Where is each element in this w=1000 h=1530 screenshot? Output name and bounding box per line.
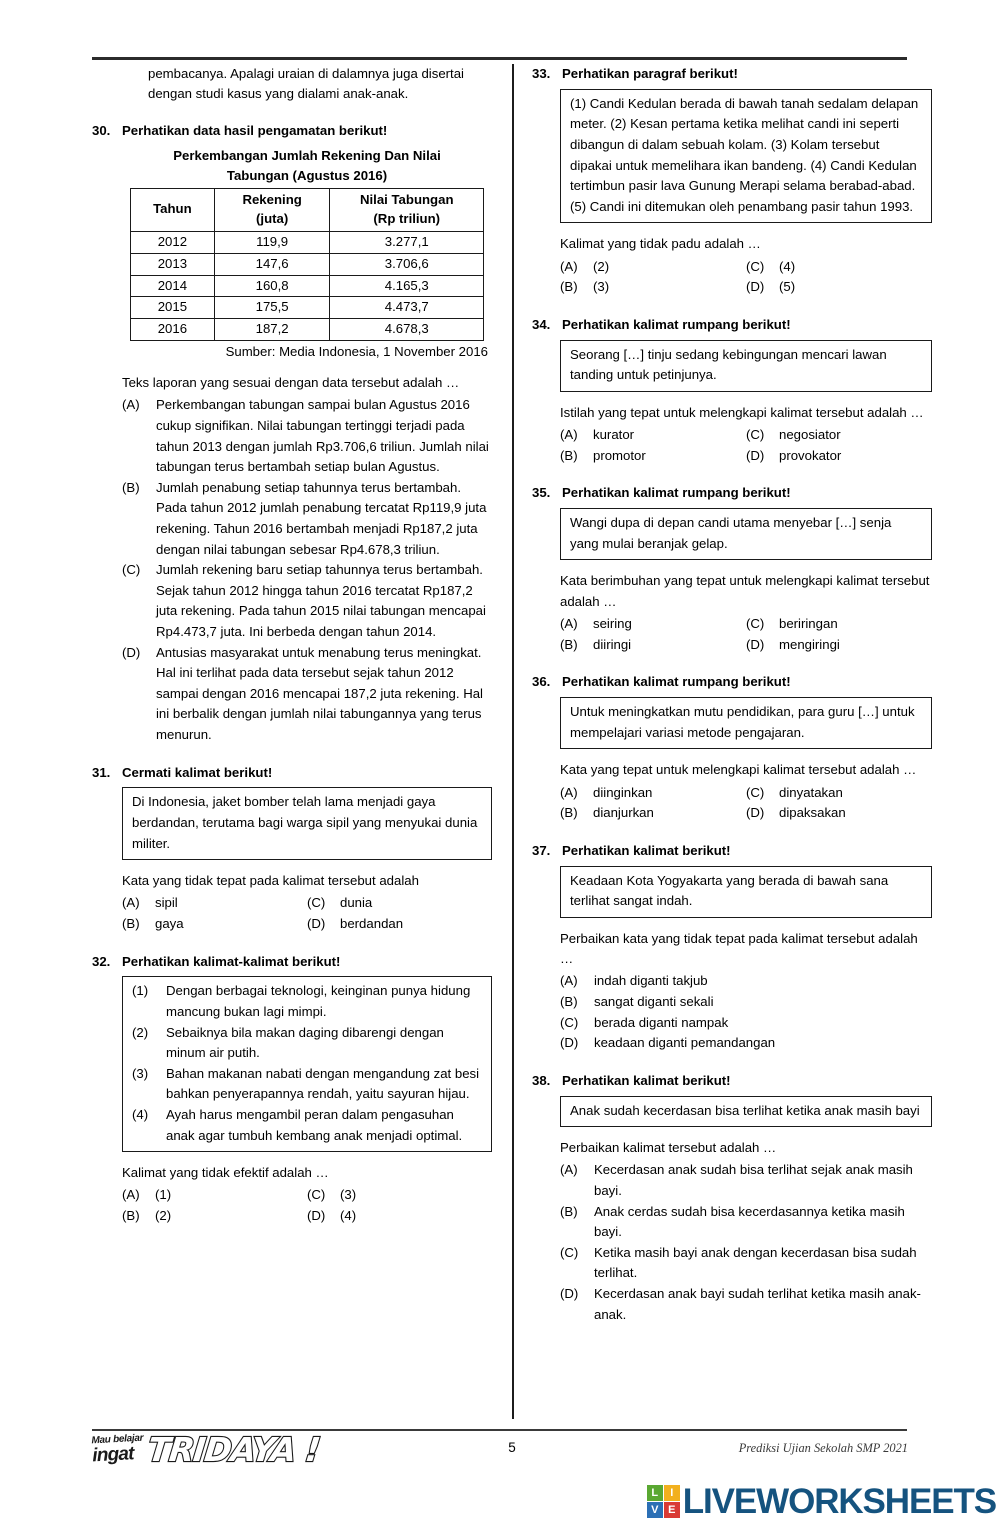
option-d[interactable] — [307, 914, 492, 935]
option-c-key: (C) — [307, 1187, 326, 1203]
tridaya-tagline-line1: Mau belajar — [91, 1432, 144, 1447]
question-30-number: 30. — [92, 123, 111, 139]
option-c-key: (C) — [746, 427, 765, 443]
cell-rekening: 187,2 — [214, 319, 330, 341]
question-36-heading — [532, 672, 932, 692]
question-36-options — [560, 783, 932, 824]
question-38-heading — [532, 1071, 932, 1091]
option-b-key: (B) — [560, 636, 578, 652]
option-c-text: berada diganti nampak — [594, 1014, 729, 1030]
question-33-options — [560, 257, 932, 298]
column-divider — [512, 64, 514, 1419]
question-36 — [532, 672, 932, 824]
cell-rekening: 147,6 — [214, 253, 330, 275]
option-d-key: (D) — [560, 1035, 579, 1051]
option-b[interactable] — [560, 992, 932, 1013]
question-31-stimulus-box — [122, 787, 492, 860]
option-b-key: (B) — [560, 1203, 578, 1219]
question-32-options — [122, 1185, 492, 1226]
option-a-key: (A) — [560, 973, 578, 989]
cell-tahun: 2013 — [131, 253, 215, 275]
option-d[interactable] — [560, 1033, 932, 1054]
question-33-title: Perhatikan paragraf berikut! — [562, 66, 738, 81]
tridaya-logo — [91, 1425, 322, 1473]
option-b[interactable] — [122, 914, 307, 935]
table-caption-line2: Tabungan (Agustus 2016) — [226, 167, 388, 183]
question-34-body — [532, 340, 932, 467]
header-rekening-line1: Rekening — [242, 191, 302, 207]
question-37-stimulus-text: Keadaan Kota Yogyakarta yang berada di bawah sana terlihat sangat indah. — [570, 872, 889, 909]
table-row — [131, 232, 484, 254]
option-d-key: (D) — [746, 279, 765, 295]
lws-tile-e: E — [664, 1502, 680, 1518]
table-header-rekening — [214, 188, 330, 231]
cell-nilai: 4.678,3 — [330, 319, 484, 341]
question-38-number: 38. — [532, 1072, 551, 1088]
question-38-options — [560, 1160, 932, 1325]
cell-nilai: 4.165,3 — [330, 275, 484, 297]
cell-nilai: 3.706,6 — [330, 253, 484, 275]
list-item-marker: (2) — [132, 1024, 149, 1040]
question-37 — [532, 841, 932, 1054]
option-c-key: (C) — [746, 258, 765, 274]
header-nilai-line2: (Rp triliun) — [373, 210, 441, 226]
question-37-title: Perhatikan kalimat berikut! — [562, 842, 731, 858]
cell-tahun: 2014 — [131, 275, 215, 297]
question-32-title: Perhatikan kalimat-kalimat berikut! — [122, 953, 341, 969]
continued-paragraph: pembacanya. Apalagi uraian di dalamnya juga disertai dengan studi kasus yang dialami anak-anak. — [148, 66, 464, 102]
liveworksheets-wordmark: LIVEWORKSHEETS — [682, 1482, 996, 1521]
question-36-number: 36. — [532, 674, 551, 690]
option-a-key: (A) — [560, 616, 578, 632]
option-a-key: (A) — [560, 258, 578, 274]
option-d-text: berdandan — [340, 916, 404, 932]
option-d-key: (D) — [746, 636, 765, 652]
option-a[interactable] — [560, 614, 746, 635]
option-d-key: (D) — [560, 1286, 579, 1301]
question-32 — [92, 952, 492, 1227]
question-37-prompt: Perbaikan kata yang tidak tepat pada kalimat tersebut adalah … — [560, 930, 918, 967]
option-a-text: kurator — [593, 427, 635, 443]
option-c-text: negosiator — [779, 427, 841, 443]
cell-nilai: 4.473,7 — [330, 297, 484, 319]
option-b-key: (B) — [560, 993, 578, 1009]
option-a[interactable] — [122, 893, 307, 914]
option-b[interactable] — [560, 1202, 932, 1243]
option-c[interactable] — [560, 1013, 932, 1034]
option-c[interactable] — [122, 560, 492, 642]
question-31 — [92, 763, 492, 935]
option-b-text: Anak cerdas sudah bisa kecerdasannya ketika masih bayi. — [594, 1203, 905, 1240]
option-a[interactable] — [560, 1160, 932, 1201]
option-c[interactable] — [560, 1243, 932, 1284]
cell-rekening: 119,9 — [214, 232, 330, 254]
option-c-text: dinyatakan — [779, 784, 843, 800]
option-a[interactable] — [560, 971, 932, 992]
question-30-body — [92, 146, 492, 745]
cell-rekening: 160,8 — [214, 275, 330, 297]
cell-rekening: 175,5 — [214, 297, 330, 319]
header-tahun-line1: Tahun — [153, 201, 192, 217]
question-30-title: Perhatikan data hasil pengamatan berikut! — [122, 123, 388, 139]
question-36-title: Perhatikan kalimat rumpang berikut! — [562, 674, 791, 690]
option-b[interactable] — [560, 277, 746, 298]
option-b[interactable] — [560, 446, 746, 467]
option-d-text: mengiringi — [779, 636, 840, 652]
table-row — [131, 319, 484, 341]
lws-tile-l: L — [647, 1485, 663, 1501]
question-35-heading — [532, 483, 932, 503]
right-column — [532, 64, 932, 1325]
question-34-options — [560, 425, 932, 466]
question-30-heading — [92, 121, 492, 141]
question-37-body — [532, 866, 932, 1054]
option-a[interactable] — [560, 783, 746, 804]
option-b-text: Jumlah penabung setiap tahunnya terus bertambah. Pada tahun 2012 jumlah penabung tercatat Rp119,9 juta rekening. Tahun 2016 bertambah menjadi Rp187,2 juta dengan nilai tabungan sebesar Rp4.678,3 triliun. — [156, 479, 487, 557]
question-35-options — [560, 614, 932, 655]
option-a-text: (2) — [593, 258, 610, 274]
option-c-key: (C) — [746, 784, 765, 800]
question-34-heading — [532, 315, 932, 335]
option-a-key: (A) — [122, 397, 140, 413]
question-34-prompt: Istilah yang tepat untuk melengkapi kalimat tersebut adalah … — [560, 404, 924, 420]
question-30-options — [122, 395, 492, 745]
question-32-heading — [92, 952, 492, 972]
list-item-text: Ayah harus mengambil peran dalam pengasuhan anak agar tumbuh kembang anak menjadi optimal. — [166, 1106, 463, 1143]
option-d[interactable] — [746, 803, 932, 824]
option-b[interactable] — [560, 803, 746, 824]
option-d-text: (5) — [779, 279, 796, 295]
list-item-text: Dengan berbagai teknologi, keinginan punya hidung mancung bukan lagi mimpi. — [166, 983, 471, 1019]
option-b[interactable] — [122, 1206, 307, 1227]
option-b-text: (3) — [593, 279, 610, 295]
option-b-text: diiringi — [593, 636, 632, 652]
option-d-text: Kecerdasan anak bayi sudah terlihat ketika masih anak-anak. — [594, 1286, 921, 1322]
footer-subject-label: Prediksi Ujian Sekolah SMP 2021 — [738, 1441, 908, 1455]
option-c-key: (C) — [746, 616, 765, 632]
question-36-body — [532, 697, 932, 824]
option-b-text: (2) — [155, 1208, 172, 1224]
option-b-text: sangat diganti sekali — [594, 993, 714, 1009]
option-c-text: Ketika masih bayi anak dengan kecerdasan bisa sudah terlihat. — [594, 1244, 917, 1281]
question-31-title: Cermati kalimat berikut! — [122, 764, 273, 780]
question-34-stimulus-box — [560, 340, 932, 392]
option-c[interactable] — [746, 783, 932, 804]
option-a[interactable] — [560, 257, 746, 278]
option-c[interactable] — [746, 425, 932, 446]
option-d[interactable] — [746, 277, 932, 298]
option-c[interactable] — [307, 893, 492, 914]
header-rule — [92, 57, 907, 60]
option-c[interactable] — [746, 257, 932, 278]
cell-tahun: 2012 — [131, 232, 215, 254]
list-item — [132, 1064, 482, 1105]
option-d-key: (D) — [307, 916, 326, 932]
option-d-text: Antusias masyarakat untuk menabung terus meningkat. Hal ini terlihat pada data tersebut sejak tahun 2012 sampai dengan 2016 mencapai 187,2 juta rekening. Hal ini berbalik dengan jumlah nilai tabungannya yang terus menurun. — [156, 644, 483, 742]
option-c-text: (3) — [340, 1187, 357, 1203]
page-number: 5 — [508, 1440, 516, 1455]
option-b-key: (B) — [122, 479, 140, 495]
option-c-text: dunia — [340, 895, 373, 911]
question-36-stimulus-box — [560, 697, 932, 749]
option-c-key: (C) — [122, 562, 141, 578]
question-31-prompt: Kata yang tidak tepat pada kalimat tersebut adalah — [122, 873, 419, 889]
option-d-text: keadaan diganti pemandangan — [594, 1035, 776, 1051]
left-column — [92, 64, 492, 1227]
question-37-stimulus-box — [560, 866, 932, 918]
list-item — [132, 1023, 482, 1064]
question-32-stimulus-box — [122, 976, 492, 1152]
cell-nilai: 3.277,1 — [330, 232, 484, 254]
question-31-stimulus-text: Di Indonesia, jaket bomber telah lama menjadi gaya berdandan, terutama bagi warga sipil yang menyukai dunia militer. — [132, 794, 478, 851]
question-38-title: Perhatikan kalimat berikut! — [562, 1072, 731, 1088]
table-header-nilai-tabungan — [330, 188, 484, 231]
list-item-text: Sebaiknya bila makan daging dibarengi dengan minum air putih. — [166, 1024, 444, 1061]
question-34 — [532, 315, 932, 467]
option-d[interactable] — [307, 1206, 492, 1227]
header-nilai-line1: Nilai Tabungan — [359, 191, 454, 207]
option-d-text: dipaksakan — [779, 805, 846, 821]
tridaya-brand-text: TRIDAYA ! — [145, 1429, 322, 1469]
option-a-text: seiring — [593, 616, 632, 632]
option-c[interactable] — [307, 1185, 492, 1206]
option-b-key: (B) — [122, 1208, 140, 1224]
question-34-title: Perhatikan kalimat rumpang berikut! — [562, 316, 791, 332]
option-a-text: indah diganti takjub — [594, 973, 708, 989]
question-38-stimulus-box — [560, 1096, 932, 1128]
option-b[interactable] — [122, 478, 492, 560]
question-35 — [532, 483, 932, 655]
tridaya-tagline — [91, 1433, 144, 1464]
question-32-number: 32. — [92, 953, 111, 969]
list-item-marker: (1) — [132, 983, 149, 999]
question-30 — [92, 121, 492, 745]
option-a[interactable] — [122, 1185, 307, 1206]
question-36-stimulus-text: Untuk meningkatkan mutu pendidikan, para guru […] untuk mempelajari variasi metode pengajaran. — [570, 704, 915, 740]
list-item-marker: (4) — [132, 1106, 149, 1122]
question-33 — [532, 64, 932, 298]
table-row — [131, 297, 484, 319]
table-source: Sumber: Media Indonesia, 1 November 2016 — [225, 343, 488, 359]
question-35-stimulus-box — [560, 508, 932, 560]
option-a-text: sipil — [155, 895, 178, 911]
option-c-text: Jumlah rekening baru setiap tahunnya terus bertambah. Sejak tahun 2012 hingga tahun 2016 tercatat Rp187,2 juta rekening. Pada tahun 2015 nilai tabungan mencapai Rp4.473,7 juta. Ini berbeda dengan tahun 2014. — [156, 562, 486, 639]
liveworksheets-tiles — [647, 1485, 680, 1518]
question-37-options — [560, 971, 932, 1053]
option-b-text: dianjurkan — [593, 805, 654, 821]
tridaya-tagline-line2: ingat — [91, 1442, 135, 1466]
question-32-prompt: Kalimat yang tidak efektif adalah … — [122, 1165, 329, 1181]
cell-tahun: 2016 — [131, 319, 215, 341]
question-35-prompt: Kata berimbuhan yang tepat untuk melengkapi kalimat tersebut adalah … — [560, 573, 930, 609]
question-38 — [532, 1071, 932, 1325]
option-c[interactable] — [746, 614, 932, 635]
option-a-text: diinginkan — [593, 784, 653, 800]
option-a-key: (A) — [560, 427, 578, 443]
question-34-stimulus-text: Seorang […] tinju sedang kebingungan mencari lawan tanding untuk petinjunya. — [570, 346, 887, 383]
question-33-stimulus-text: (1) Candi Kedulan berada di bawah tanah sedalam delapan meter. (2) Kesan pertama ketika melihat candi ini seperti dibangun di dalam sebuah kolam. (3) Kolam tersebut dipakai untuk memelihara ikan bandeng. (4) Candi Kedulan tertimbun pasir lava Gunung Merapi selama berabad-abad. (5) Candi ini ditemukan oleh penambang pasir tahun 1993. — [570, 95, 919, 214]
option-a-text: Perkembangan tabungan sampai bulan Agustus 2016 cukup signifikan. Nilai tabungan tertinggi terjadi pada tahun 2013 dengan jumlah Rp3.706,6 triliun. Jumlah nilai tabungan terus bertambah setiap bulan Agustus. — [156, 397, 489, 475]
question-30-prompt: Teks laporan yang sesuai dengan data tersebut adalah … — [122, 375, 460, 391]
table-row — [131, 275, 484, 297]
cell-tahun: 2015 — [131, 297, 215, 319]
option-a-key: (A) — [122, 895, 140, 911]
question-38-body — [532, 1096, 932, 1326]
question-35-number: 35. — [532, 485, 551, 501]
option-d-text: (4) — [340, 1208, 357, 1224]
list-item-marker: (3) — [132, 1065, 149, 1081]
option-b-key: (B) — [122, 916, 140, 932]
option-d[interactable] — [746, 446, 932, 467]
option-c-key: (C) — [560, 1014, 579, 1030]
question-33-heading — [532, 64, 932, 84]
option-d[interactable] — [746, 635, 932, 656]
list-item-text: Bahan makanan nabati dengan mengandung zat besi bahkan penyerapannya rendah, yaitu sayuran hijau. — [166, 1065, 480, 1102]
option-d-key: (D) — [746, 805, 765, 821]
savings-data-table — [130, 188, 484, 341]
question-31-options — [122, 893, 492, 934]
option-b-text: gaya — [155, 916, 184, 932]
header-rekening-line2: (juta) — [256, 210, 289, 226]
list-item — [132, 981, 482, 1022]
question-35-body — [532, 508, 932, 655]
question-36-prompt: Kata yang tepat untuk melengkapi kalimat tersebut adalah … — [560, 762, 917, 778]
option-b-key: (B) — [560, 805, 578, 821]
option-d-text: provokator — [779, 447, 842, 463]
option-a-text: Kecerdasan anak sudah bisa terlihat sejak anak masih bayi. — [594, 1162, 913, 1199]
question-37-number: 37. — [532, 842, 551, 858]
option-c-text: beriringan — [779, 616, 838, 632]
question-31-number: 31. — [92, 764, 111, 780]
option-a[interactable] — [122, 395, 492, 477]
liveworksheets-logo — [647, 1484, 996, 1519]
table-row — [131, 253, 484, 275]
question-33-prompt: Kalimat yang tidak padu adalah … — [560, 236, 761, 252]
question-37-heading — [532, 841, 932, 861]
option-a[interactable] — [560, 425, 746, 446]
option-a-text: (1) — [155, 1187, 172, 1203]
question-35-stimulus-text: Wangi dupa di depan candi utama menyebar […] senja yang mulai beranjak gelap. — [570, 515, 892, 551]
question-31-body — [92, 787, 492, 934]
question-32-body — [92, 976, 492, 1226]
table-header-row — [131, 188, 484, 231]
table-caption — [122, 146, 492, 186]
option-c-key: (C) — [560, 1244, 579, 1260]
option-b-key: (B) — [560, 447, 578, 463]
table-caption-line1: Perkembangan Jumlah Rekening Dan Nilai — [173, 148, 441, 164]
option-d[interactable] — [560, 1284, 932, 1325]
option-d-key: (D) — [122, 644, 141, 660]
option-d-key: (D) — [746, 447, 765, 463]
question-38-stimulus-text: Anak sudah kecerdasan bisa terlihat ketika anak masih bayi — [570, 1102, 920, 1118]
table-header-tahun — [131, 188, 215, 231]
option-d[interactable] — [122, 643, 492, 746]
question-33-stimulus-box — [560, 89, 932, 224]
question-33-body — [532, 89, 932, 298]
option-b-text: promotor — [593, 447, 646, 463]
lws-tile-v: V — [647, 1502, 663, 1518]
option-c-text: (4) — [779, 258, 796, 274]
option-a-key: (A) — [560, 784, 578, 800]
question-35-title: Perhatikan kalimat rumpang berikut! — [562, 485, 791, 501]
option-b-key: (B) — [560, 279, 578, 295]
option-a-key: (A) — [122, 1187, 140, 1203]
question-33-number: 33. — [532, 66, 551, 81]
numbered-sentence-list — [132, 981, 482, 1146]
option-d-key: (D) — [307, 1208, 326, 1224]
option-b[interactable] — [560, 635, 746, 656]
question-34-number: 34. — [532, 316, 551, 332]
list-item — [132, 1105, 482, 1146]
question-31-heading — [92, 763, 492, 783]
lws-tile-i: I — [664, 1485, 680, 1501]
question-38-prompt: Perbaikan kalimat tersebut adalah … — [560, 1140, 777, 1156]
option-c-key: (C) — [307, 895, 326, 911]
option-a-key: (A) — [560, 1162, 578, 1178]
